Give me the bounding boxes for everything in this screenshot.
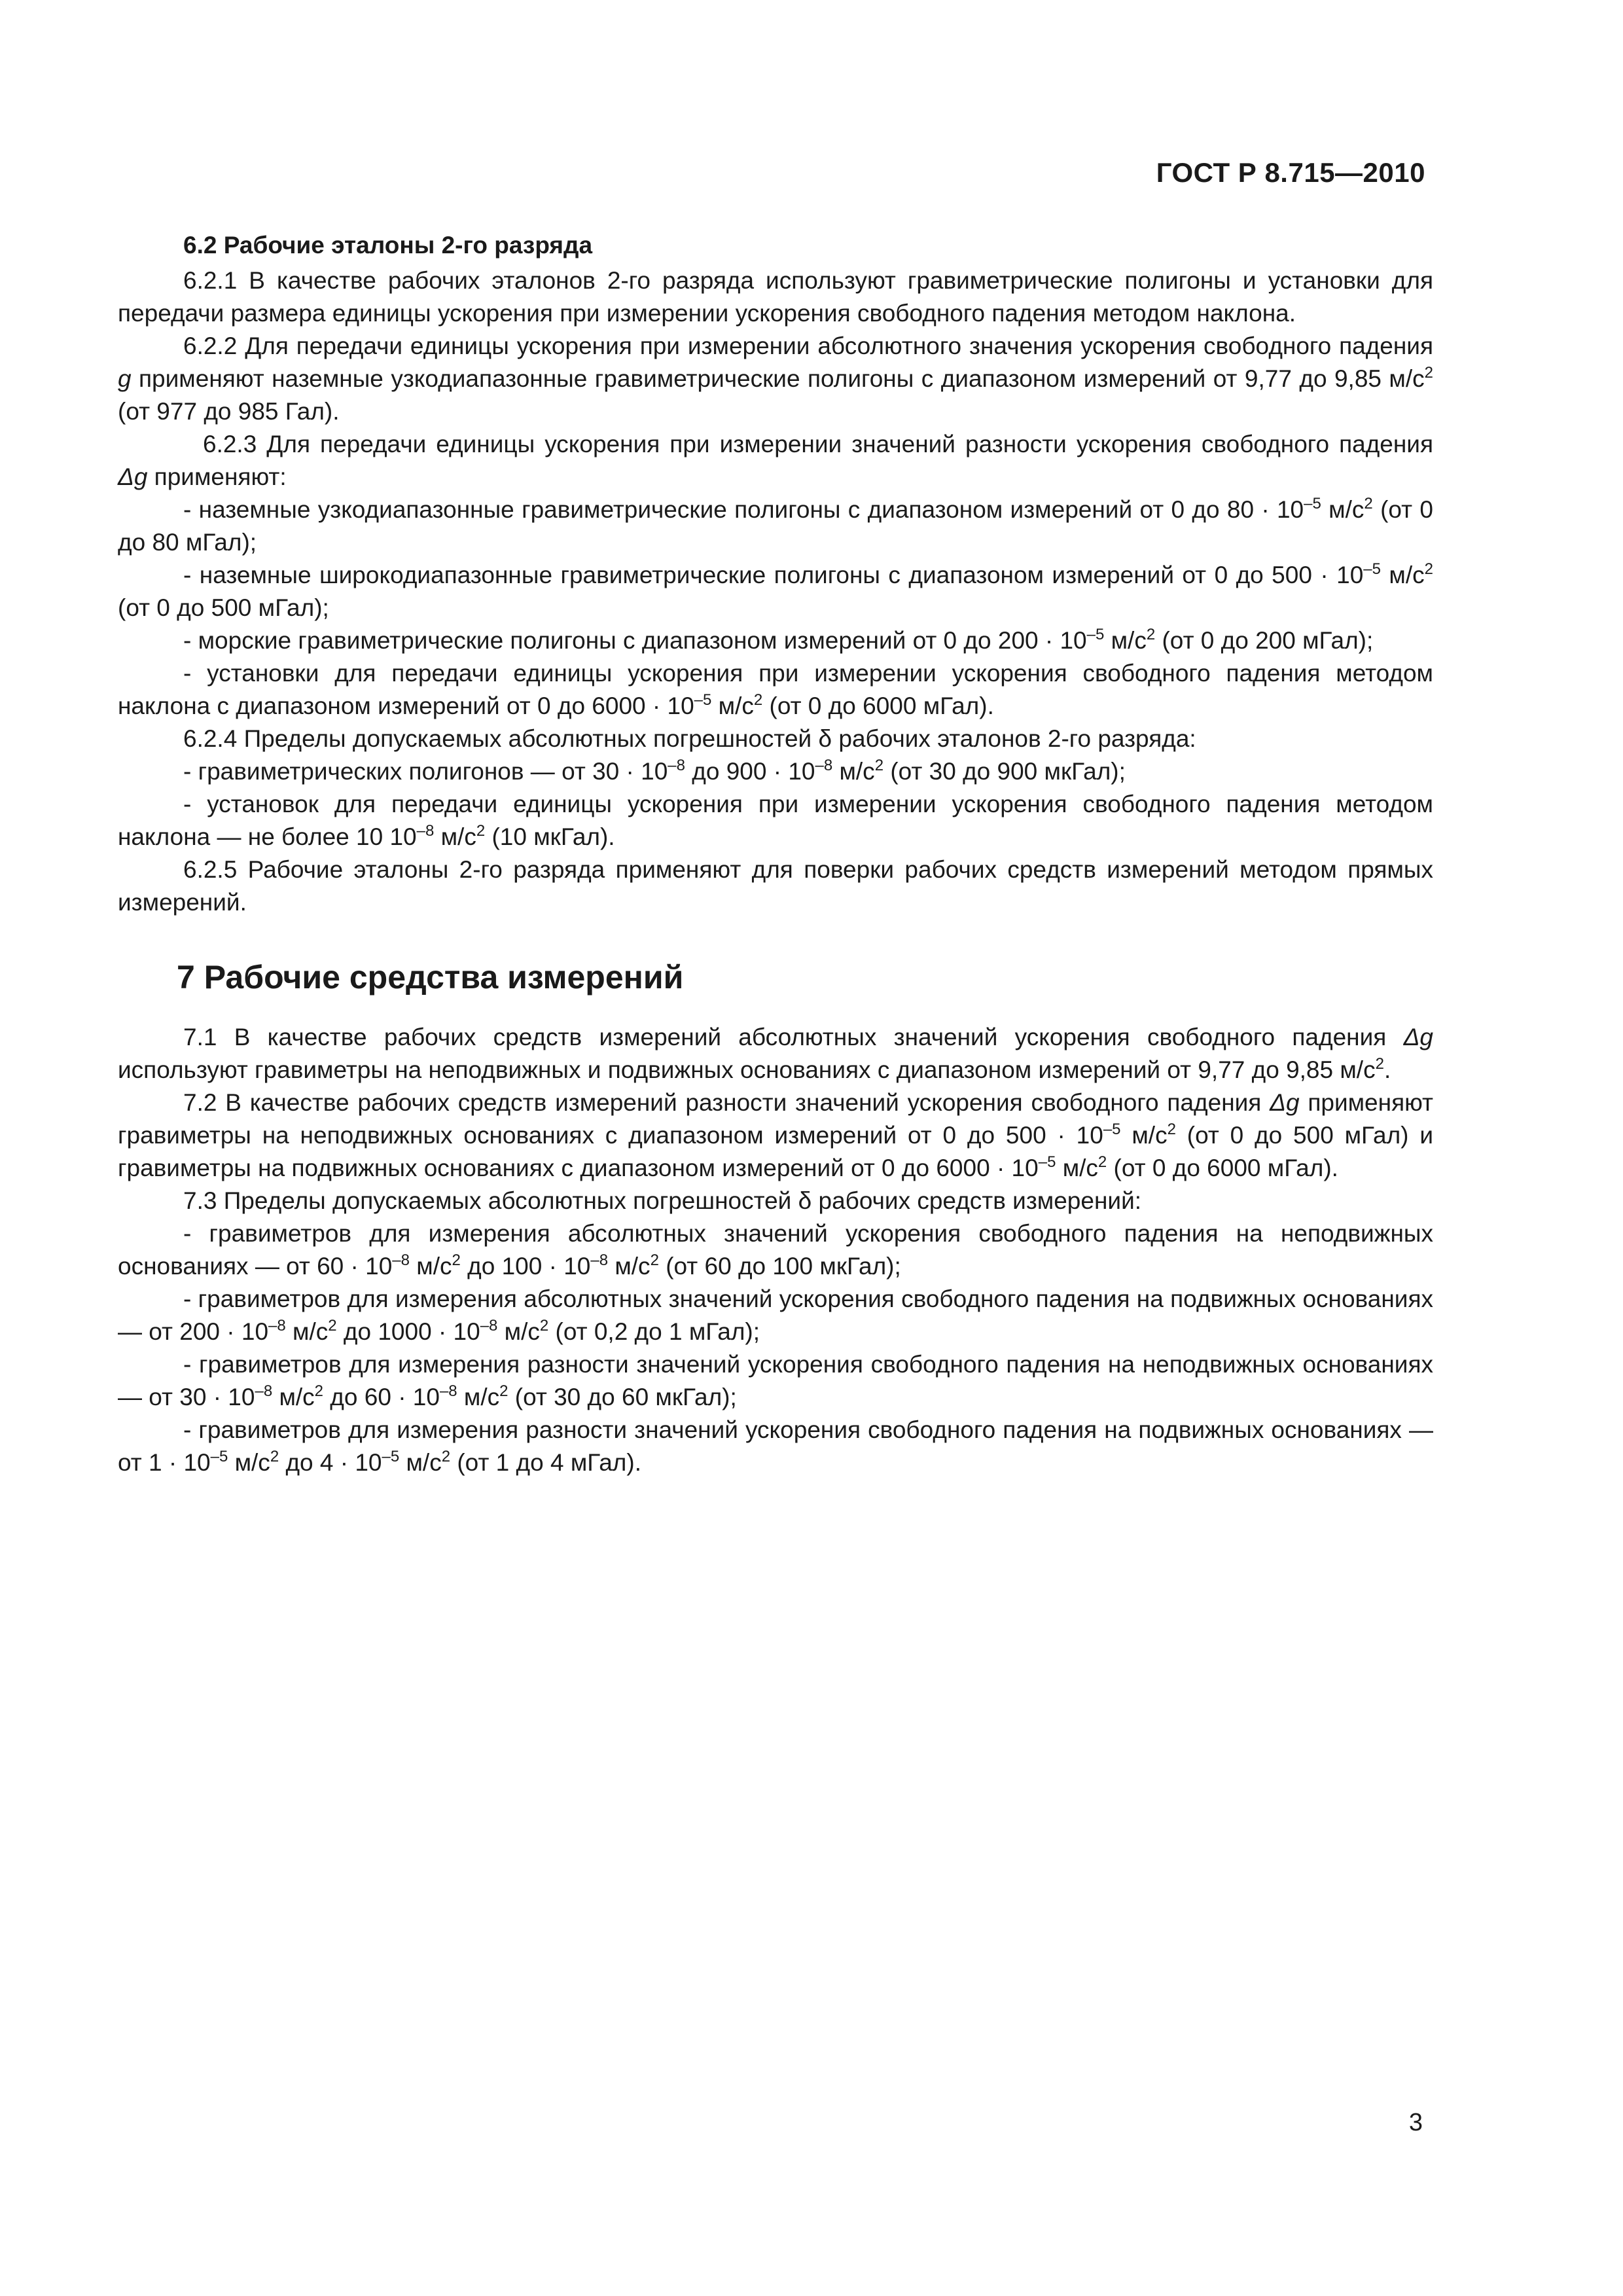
page-number: 3 — [1408, 2109, 1423, 2136]
list-item: - наземные узкодиапазонные гравиметрические полигоны с диапазоном измерений от 0 до $80 \cdot 10^{-5}$ $м/с^2$ (от 0 до 80 мГал); — [118, 495, 1434, 556]
list-item: - гравиметров для измерения абсолютных значений ускорения свободного падения на подвижных основаниях — от $200 \cdot 10^{-8}$ $м/с^2$ до $1000 \cdot 10^{-8}$ $м/с^2$ (от 0,2 до 1 мГал); — [118, 1285, 1433, 1345]
list-item: - наземные широкодиапазонные гравиметрические полигоны с диапазоном измерений от 0 до $500 \cdot 10^{-5}$ $м/с^2$ (от 0 до 500 мГал); — [118, 560, 1433, 621]
paragraph-6-2-3: 6.2.3 Для передачи единицы ускорения при измерении значений разности ускорения свободного падения Δg применяют: — [118, 431, 1433, 490]
list-item: - гравиметрических полигонов — от $30 \cdot 10^{-8}$ до $900 \cdot 10^{-8}$ $м/с^2$ (от 30 до 900 мкГал); — [183, 757, 1126, 785]
paragraph-7-2: 7.2 В качестве рабочих средств измерений разности значений ускорения свободного падения Δg применяют гравиметры на неподвижных основаниях с диапазоном измерений от 0 до $500 \cdot 10^{-5}$ $м/с^2$ (от 0 до 500 мГал) и гравиметры на подвижных основаниях с диапазоном измерений от 0 до $6000 \cdot 10^{-5}$ $м/с^2$ (от 0 до 6000 мГал). — [118, 1089, 1434, 1181]
paragraph-7-3: 7.3 Пределы допускаемых абсолютных погрешностей δ рабочих средств измерений: — [183, 1187, 1142, 1214]
list-item: - гравиметров для измерения абсолютных значений ускорения свободного падения на неподвижных основаниях — от $60 \cdot 10^{-8}$ $м/с^2$ до $100 \cdot 10^{-8}$ $м/с^2$ (от 60 до 100 мкГал); — [118, 1220, 1433, 1280]
list-item: - установок для передачи единицы ускорения при измерении ускорения свободного падения методом наклона — не более 10 $10^{-8}$ $м/с^2$ (10 мкГал). — [118, 791, 1433, 850]
list-item: - морские гравиметрические полигоны с диапазоном измерений от 0 до $200 \cdot 10^{-5}$ $м/с^2$ (от 0 до 200 мГал); — [183, 626, 1374, 654]
document-code: ГОСТ Р 8.715—2010 — [1156, 157, 1425, 188]
section-7-heading: 7 Рабочие средства измерений — [177, 959, 684, 996]
subsection-6-2-heading: 6.2 Рабочие эталоны 2-го разряда — [183, 232, 593, 259]
paragraph-6-2-4: 6.2.4 Пределы допускаемых абсолютных погрешностей δ рабочих эталонов 2-го разряда: — [183, 725, 1196, 752]
paragraph-6-2-2: 6.2.2 Для передачи единицы ускорения при измерении абсолютного значения ускорения свободного падения g применяют наземные узкодиапазонные гравиметрические полигоны с диапазоном измерений от 9,77 до 9,85 $м/с^2$ (от 977 до 985 Гал). — [118, 332, 1433, 425]
paragraph-7-1: 7.1 В качестве рабочих средств измерений абсолютных значений ускорения свободного падения Δg используют гравиметры на неподвижных и подвижных основаниях с диапазоном измерений от 9,77 до 9,85 $м/с^2$. — [118, 1024, 1433, 1083]
list-item: - установки для передачи единицы ускорения при измерении ускорения свободного падения методом наклона с диапазоном измерений от 0 до $6000 \cdot 10^{-5}$ $м/с^2$ (от 0 до 6000 мГал). — [118, 660, 1433, 719]
list-item: - гравиметров для измерения разности значений ускорения свободного падения на подвижных основаниях — от $1 \cdot 10^{-5}$ $м/с^2$ до $4 \cdot 10^{-5}$ $м/с^2$ (от 1 до 4 мГал). — [118, 1416, 1433, 1476]
page-content — [118, 229, 1433, 1479]
paragraph-6-2-5: 6.2.5 Рабочие эталоны 2-го разряда применяют для поверки рабочих средств измерений методом прямых измерений. — [118, 856, 1433, 916]
paragraph-6-2-1: 6.2.1 В качестве рабочих эталонов 2-го разряда используют гравиметрические полигоны и установки для передачи размера единицы ускорения при измерении ускорения свободного падения методом наклона. — [118, 267, 1433, 327]
list-item: - гравиметров для измерения разности значений ускорения свободного падения на неподвижных основаниях — от $30 \cdot 10^{-8}$ $м/с^2$ до $60 \cdot 10^{-8}$ $м/с^2$ (от 30 до 60 мкГал); — [118, 1351, 1433, 1410]
